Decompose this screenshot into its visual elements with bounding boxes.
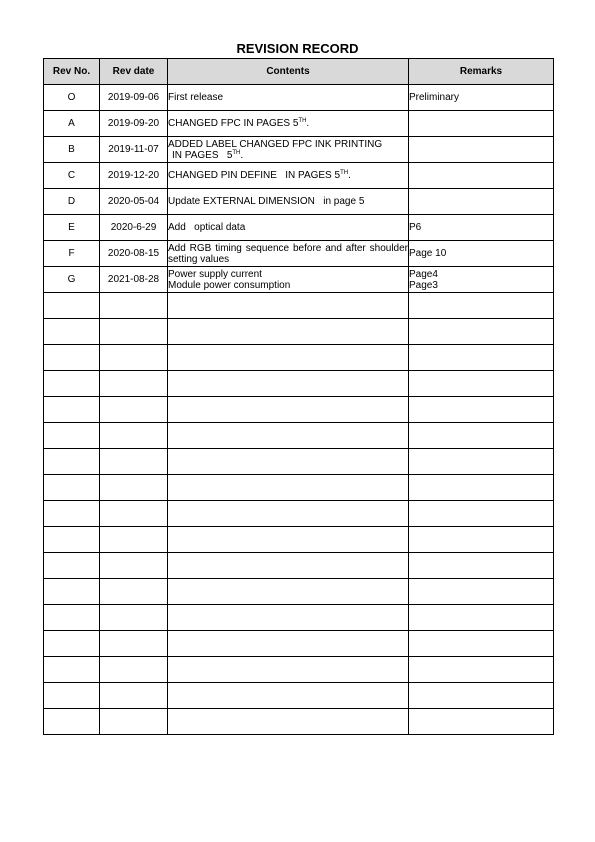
cell-rev (44, 397, 100, 423)
cell-date (100, 449, 168, 475)
cell-contents (168, 371, 409, 397)
page-title: REVISION RECORD (236, 41, 359, 56)
contents-text: Add RGB timing sequence before and after shoulder setting values (168, 242, 408, 265)
cell-contents (168, 423, 409, 449)
cell-remarks (409, 475, 554, 501)
cell-rev (44, 631, 100, 657)
cell-date (100, 293, 168, 319)
cell-rev (44, 319, 100, 345)
cell-contents (168, 137, 409, 163)
cell-rev (44, 371, 100, 397)
cell-date (100, 553, 168, 579)
header-row (44, 59, 554, 85)
cell-remarks (409, 111, 554, 137)
cell-date (100, 709, 168, 735)
cell-date (100, 345, 168, 371)
empty-table-row (44, 631, 554, 657)
contents-superscript: TH (232, 149, 241, 156)
empty-table-row (44, 501, 554, 527)
empty-table-row (44, 657, 554, 683)
table-row (44, 189, 554, 215)
table-row (44, 241, 554, 267)
empty-table-row (44, 345, 554, 371)
cell-date (100, 657, 168, 683)
cell-date: 2021-08-28 (100, 267, 168, 293)
cell-contents (168, 449, 409, 475)
cell-date: 2020-05-04 (100, 189, 168, 215)
cell-contents (168, 631, 409, 657)
cell-rev: D (44, 189, 100, 215)
cell-remarks (409, 293, 554, 319)
contents-text: IN PAGES 5 (172, 149, 233, 161)
cell-rev (44, 449, 100, 475)
cell-date (100, 605, 168, 631)
table-row (44, 215, 554, 241)
empty-table-row (44, 709, 554, 735)
table-row (44, 163, 554, 189)
remarks-line-1: Page4 (409, 268, 438, 280)
cell-remarks (409, 423, 554, 449)
cell-remarks (409, 267, 554, 293)
cell-rev: G (44, 267, 100, 293)
empty-table-row (44, 683, 554, 709)
empty-table-row (44, 423, 554, 449)
contents-text: CHANGED PIN DEFINE IN PAGES 5 (168, 170, 341, 181)
cell-contents (168, 527, 409, 553)
cell-date (100, 631, 168, 657)
cell-contents: Add optical data (168, 215, 409, 241)
contents-superscript: TH (298, 118, 307, 124)
cell-rev (44, 527, 100, 553)
table-row (44, 137, 554, 163)
cell-remarks (409, 345, 554, 371)
cell-rev (44, 579, 100, 605)
cell-remarks (409, 683, 554, 709)
cell-rev (44, 423, 100, 449)
cell-rev (44, 657, 100, 683)
cell-date (100, 501, 168, 527)
cell-date: 2019-11-07 (100, 137, 168, 163)
cell-date (100, 371, 168, 397)
cell-remarks (409, 709, 554, 735)
cell-rev (44, 709, 100, 735)
cell-contents (168, 111, 409, 137)
cell-date (100, 423, 168, 449)
table-row (44, 267, 554, 293)
cell-contents (168, 345, 409, 371)
cell-rev: E (44, 215, 100, 241)
table-row (44, 111, 554, 137)
empty-table-row (44, 527, 554, 553)
cell-remarks: Preliminary (409, 85, 554, 111)
empty-table-row (44, 475, 554, 501)
contents-line-1: Power supply current (168, 268, 262, 280)
cell-contents (168, 605, 409, 631)
cell-remarks (409, 397, 554, 423)
cell-date (100, 319, 168, 345)
cell-remarks (409, 605, 554, 631)
cell-rev: C (44, 163, 100, 189)
cell-date: 2020-08-15 (100, 241, 168, 267)
header-rev-date: Rev date (100, 59, 168, 85)
cell-contents (168, 553, 409, 579)
cell-contents (168, 319, 409, 345)
empty-table-row (44, 371, 554, 397)
empty-table-row (44, 553, 554, 579)
contents-text: CHANGED FPC IN PAGES 5 (168, 118, 299, 129)
cell-contents: First release (168, 85, 409, 111)
cell-contents (168, 241, 409, 267)
cell-contents: Update EXTERNAL DIMENSION in page 5 (168, 189, 409, 215)
cell-remarks (409, 501, 554, 527)
cell-date: 2019-12-20 (100, 163, 168, 189)
cell-remarks (409, 319, 554, 345)
contents-suffix: . (240, 149, 244, 161)
empty-table-row (44, 397, 554, 423)
contents-suffix: . (348, 170, 351, 181)
header-contents: Contents (168, 59, 409, 85)
contents-line-2: Module power consumption (168, 279, 291, 291)
cell-rev (44, 553, 100, 579)
empty-table-row (44, 319, 554, 345)
cell-remarks (409, 579, 554, 605)
empty-table-row (44, 449, 554, 475)
cell-remarks (409, 449, 554, 475)
cell-date (100, 527, 168, 553)
cell-rev: O (44, 85, 100, 111)
cell-date (100, 683, 168, 709)
remarks-line-2: Page3 (409, 279, 438, 291)
contents-line-1: ADDED LABEL CHANGED FPC INK PRINTING (168, 138, 383, 150)
cell-rev (44, 605, 100, 631)
header-remarks: Remarks (409, 59, 554, 85)
cell-remarks (409, 163, 554, 189)
cell-contents (168, 267, 409, 293)
empty-table-row (44, 293, 554, 319)
cell-contents (168, 657, 409, 683)
cell-remarks (409, 527, 554, 553)
contents-line-2 (168, 150, 408, 161)
cell-remarks (409, 553, 554, 579)
cell-remarks (409, 631, 554, 657)
cell-contents (168, 293, 409, 319)
contents-suffix: . (306, 118, 310, 129)
cell-date: 2019-09-06 (100, 85, 168, 111)
cell-remarks: Page 10 (409, 241, 554, 267)
table-row (44, 85, 554, 111)
cell-remarks (409, 371, 554, 397)
cell-date (100, 397, 168, 423)
cell-remarks (409, 657, 554, 683)
cell-date (100, 475, 168, 501)
contents-superscript: TH (340, 170, 349, 176)
cell-rev (44, 475, 100, 501)
cell-contents (168, 501, 409, 527)
cell-contents (168, 709, 409, 735)
cell-rev (44, 345, 100, 371)
cell-remarks (409, 137, 554, 163)
cell-date: 2019-09-20 (100, 111, 168, 137)
cell-rev (44, 501, 100, 527)
cell-contents (168, 683, 409, 709)
cell-rev (44, 293, 100, 319)
header-rev-no: Rev No. (44, 59, 100, 85)
cell-date (100, 579, 168, 605)
cell-remarks: P6 (409, 215, 554, 241)
cell-contents (168, 475, 409, 501)
revision-table (43, 58, 554, 735)
cell-contents (168, 579, 409, 605)
cell-contents (168, 163, 409, 189)
empty-table-row (44, 579, 554, 605)
cell-rev: B (44, 137, 100, 163)
cell-rev: A (44, 111, 100, 137)
cell-remarks (409, 189, 554, 215)
cell-rev (44, 683, 100, 709)
cell-date: 2020-6-29 (100, 215, 168, 241)
empty-table-row (44, 605, 554, 631)
cell-rev: F (44, 241, 100, 267)
cell-contents (168, 397, 409, 423)
